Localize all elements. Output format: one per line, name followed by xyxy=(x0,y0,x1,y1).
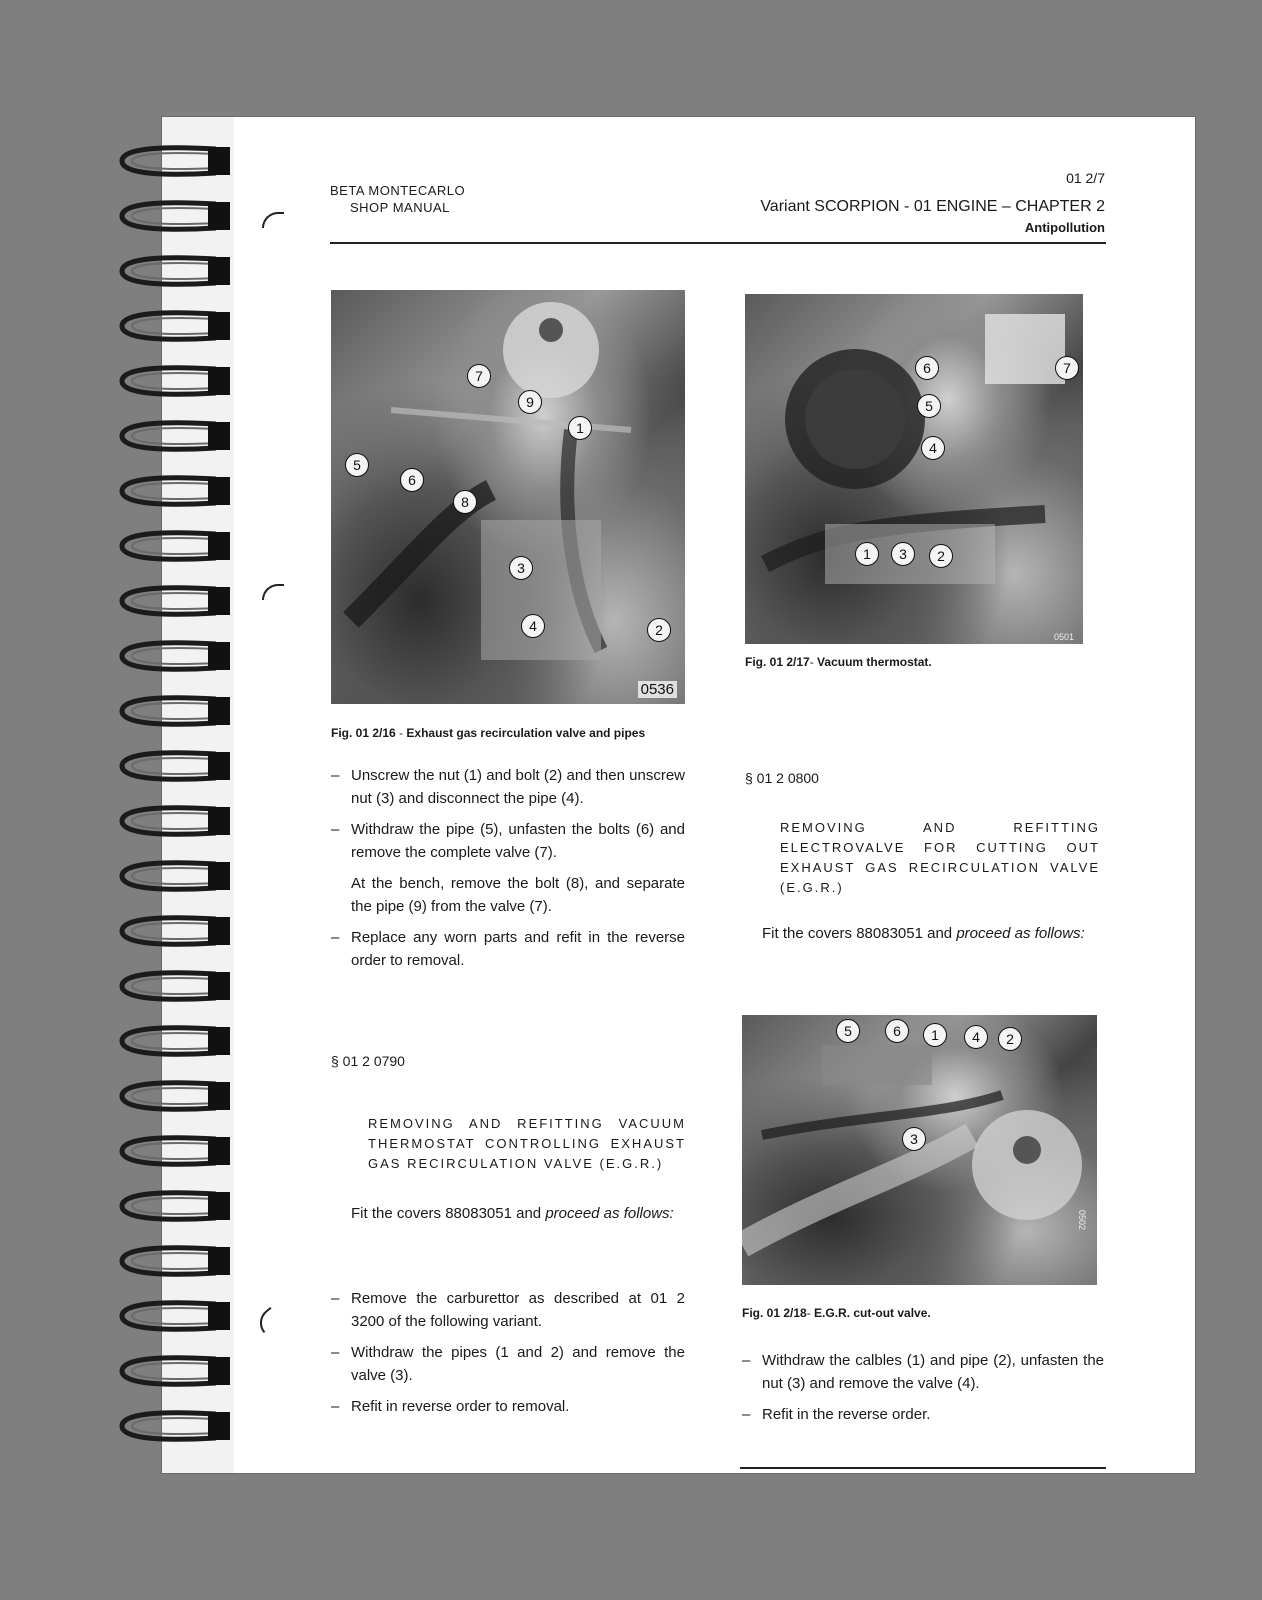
section-ref-right: § 01 2 0800 xyxy=(745,770,819,786)
engine-photo-lines xyxy=(742,1015,1097,1285)
binding-coil xyxy=(116,638,234,674)
figure-photo-vacuum-thermostat xyxy=(745,294,1083,644)
callout-6: 6 xyxy=(915,356,939,380)
callout-8: 8 xyxy=(453,490,477,514)
binding-coil xyxy=(116,418,234,454)
header-rule xyxy=(330,242,1106,244)
bench-note: At the bench, remove the bolt (8), and separate the pipe (9) from the valve (7). xyxy=(351,875,685,915)
figure-photo-egr-valve xyxy=(331,290,685,704)
step: – Remove the carburettor as described at 01 2 3200 of the following variant. xyxy=(331,1290,685,1330)
binding-coil xyxy=(116,1188,234,1224)
callout-4: 4 xyxy=(964,1025,988,1049)
binding-coil xyxy=(116,968,234,1004)
photo-code: 0502 xyxy=(1076,1209,1087,1231)
binding-coil xyxy=(116,1078,234,1114)
binding-coil xyxy=(116,913,234,949)
step: – Withdraw the pipe (5), unfasten the bolts (6) and remove the complete valve (7). xyxy=(331,821,685,861)
binding-coil xyxy=(116,143,234,179)
header-right xyxy=(760,170,1105,235)
binding-coil xyxy=(116,198,234,234)
callout-2: 2 xyxy=(647,618,671,642)
binding-coil xyxy=(116,1243,234,1279)
section-name: Antipollution xyxy=(1024,220,1105,235)
model-name: BETA MONTECARLO xyxy=(330,183,466,198)
binding-coil xyxy=(116,528,234,564)
callout-1: 1 xyxy=(568,416,592,440)
callout-6: 6 xyxy=(885,1019,909,1043)
figure-caption: Fig. 01 2/17- Vacuum thermostat. xyxy=(745,655,932,669)
footer-rule xyxy=(740,1467,1106,1469)
binding-coil xyxy=(116,583,234,619)
photo-code: 0501 xyxy=(1053,632,1074,642)
step: – Refit in reverse order to removal. xyxy=(331,1398,570,1415)
manual-name: SHOP MANUAL xyxy=(350,200,450,215)
engine-photo-lines xyxy=(331,290,685,704)
callout-6: 6 xyxy=(400,468,424,492)
callout-5: 5 xyxy=(917,394,941,418)
section-title-right: REMOVING AND REFITTING ELECTROVALVE FOR CUTTING OUT EXHAUST GAS RECIRCULATION VALVE (E.G.R.) xyxy=(780,820,1100,895)
step: – Withdraw the calbles (1) and pipe (2), unfasten the nut (3) and remove the valve (4). xyxy=(742,1352,1104,1392)
figure-photo-egr-cutout-valve xyxy=(742,1015,1097,1285)
figure-caption: Fig. 01 2/18- E.G.R. cut-out valve. xyxy=(742,1306,931,1320)
callout-2: 2 xyxy=(929,544,953,568)
callout-3: 3 xyxy=(891,542,915,566)
callout-9: 9 xyxy=(518,390,542,414)
engine-photo-lines xyxy=(745,294,1083,644)
callout-1: 1 xyxy=(855,542,879,566)
step: – Refit in the reverse order. xyxy=(742,1406,931,1423)
page-number: 01 2/7 xyxy=(1066,170,1105,186)
step: – Unscrew the nut (1) and bolt (2) and then unscrew nut (3) and disconnect the pipe (4). xyxy=(331,767,685,807)
callout-2: 2 xyxy=(998,1027,1022,1051)
step: – Replace any worn parts and refit in the reverse order to removal. xyxy=(331,929,685,969)
binding-coil xyxy=(116,1353,234,1389)
binding-coil xyxy=(116,1408,234,1444)
callout-7: 7 xyxy=(467,364,491,388)
fit-text-left: Fit the covers 88083051 and proceed as follows: xyxy=(351,1205,674,1222)
binding-coil xyxy=(116,1023,234,1059)
binding-coil xyxy=(116,473,234,509)
callout-4: 4 xyxy=(521,614,545,638)
binding-coil xyxy=(116,308,234,344)
figure-caption: Fig. 01 2/16 - Exhaust gas recirculation valve and pipes xyxy=(331,726,646,740)
photo-code: 0536 xyxy=(638,681,677,698)
callout-1: 1 xyxy=(923,1023,947,1047)
binding-coil xyxy=(116,748,234,784)
section-ref-left: § 01 2 0790 xyxy=(331,1053,405,1069)
left-steps-a xyxy=(331,764,685,980)
left-steps-c xyxy=(331,1287,685,1426)
callout-7: 7 xyxy=(1055,356,1079,380)
right-steps xyxy=(742,1349,1104,1434)
callout-5: 5 xyxy=(836,1019,860,1043)
binding-coil xyxy=(116,363,234,399)
binding-coil xyxy=(116,803,234,839)
binding-coil xyxy=(116,1133,234,1169)
step: – Withdraw the pipes (1 and 2) and remove the valve (3). xyxy=(331,1344,685,1384)
callout-4: 4 xyxy=(921,436,945,460)
section-title-left: REMOVING AND REFITTING VACUUM THERMOSTAT CONTROLLING EXHAUST GAS RECIRCULATION VALVE (E.G.R.) xyxy=(368,1116,686,1171)
binding-coil xyxy=(116,1298,234,1334)
fit-text-right: Fit the covers 88083051 and proceed as follows: xyxy=(762,925,1085,942)
chapter-title: Variant SCORPION - 01 ENGINE – CHAPTER 2 xyxy=(760,198,1105,215)
callout-3: 3 xyxy=(902,1127,926,1151)
callout-5: 5 xyxy=(345,453,369,477)
binding-coil xyxy=(116,858,234,894)
binding-coil xyxy=(116,253,234,289)
header-left xyxy=(330,182,465,216)
binding-coil xyxy=(116,693,234,729)
callout-3: 3 xyxy=(509,556,533,580)
